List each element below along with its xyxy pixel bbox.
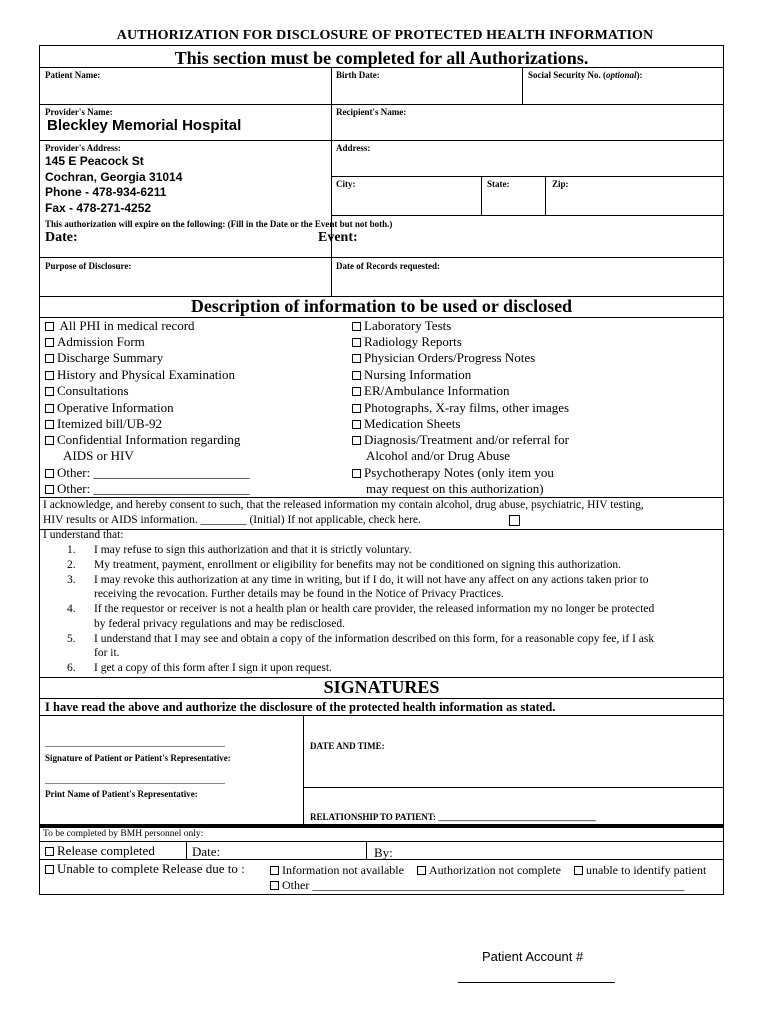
address-label: Address:	[336, 143, 371, 153]
state-label: State:	[487, 179, 510, 189]
date-time-label: DATE AND TIME:	[310, 741, 385, 751]
checkbox-unable-to-complete[interactable]: Unable to complete Release due to :	[45, 861, 245, 877]
understand-intro: I understand that:	[43, 529, 124, 541]
patient-account-line[interactable]	[458, 982, 615, 983]
checkbox-info-not-available[interactable]: Information not available	[270, 862, 404, 878]
acknowledge-line-2: HIV results or AIDS information. ________ (Initial) If not applicable, check here.	[43, 514, 421, 526]
purpose-label: Purpose of Disclosure:	[45, 261, 132, 271]
provider-address-label: Provider's Address:	[45, 143, 121, 153]
signature-line[interactable]: ________________________________________	[45, 738, 225, 748]
section2-heading: Description of information to be used or disclosed	[190, 296, 573, 316]
provider-address-value: 145 E Peacock St Cochran, Georgia 31014 Phone - 478-934-6211 Fax - 478-271-4252	[45, 154, 183, 215]
list-item: If the requestor or receiver is not a health plan or health care provider, the released information my no longer be protected	[94, 603, 655, 615]
checkbox-consultations[interactable]: Consultations	[45, 383, 129, 399]
bmh-note: To be completed by BMH personnel only:	[43, 829, 204, 839]
birth-date-label: Birth Date:	[336, 70, 380, 80]
checkbox-other-reason[interactable]: Other ______________________________________________________________	[270, 877, 684, 893]
psychotherapy-continuation: may request on this authorization)	[366, 481, 544, 496]
ssn-label: Social Security No. (optional):	[528, 70, 643, 80]
list-item-number: 4.	[67, 603, 76, 615]
checkbox-diagnosis-treatment[interactable]: Diagnosis/Treatment and/or referral for	[352, 432, 569, 448]
checkbox-psychotherapy-notes[interactable]: Psychotherapy Notes (only item you	[352, 465, 554, 481]
list-item-number: 6.	[67, 662, 76, 674]
bmh-by-label: By:	[374, 845, 393, 860]
confidential-info-continuation: AIDS or HIV	[63, 448, 134, 463]
list-item: I may refuse to sign this authorization and that it is strictly voluntary.	[94, 544, 412, 556]
checkbox-nursing-information[interactable]: Nursing Information	[352, 367, 471, 383]
patient-account-label: Patient Account #	[482, 949, 584, 964]
checkbox-confidential-info[interactable]: Confidential Information regarding	[45, 432, 240, 448]
list-item-number: 3.	[67, 574, 76, 586]
bmh-date-label: Date:	[192, 844, 221, 859]
checkbox-laboratory-tests[interactable]: Laboratory Tests	[352, 318, 451, 334]
provider-name-value: Bleckley Memorial Hospital	[47, 117, 242, 134]
checkbox-history-physical[interactable]: History and Physical Examination	[45, 367, 235, 383]
not-applicable-checkbox[interactable]	[509, 515, 520, 526]
city-label: City:	[336, 179, 356, 189]
checkbox-medication-sheets[interactable]: Medication Sheets	[352, 416, 460, 432]
list-item: My treatment, payment, enrollment or eligibility for benefits may not be conditioned on signing this authorization.	[94, 559, 621, 571]
list-item-number: 1.	[67, 544, 76, 556]
checkbox-discharge-summary[interactable]: Discharge Summary	[45, 350, 163, 366]
list-item-continuation: by federal privacy regulations and may be redisclosed.	[94, 618, 345, 630]
diagnosis-continuation: Alcohol and/or Drug Abuse	[366, 448, 511, 463]
print-name-line[interactable]: ________________________________________	[45, 775, 225, 785]
checkbox-photographs[interactable]: Photographs, X-ray films, other images	[352, 400, 569, 416]
checkbox-other-1[interactable]: Other: ________________________	[45, 465, 249, 481]
patient-name-label: Patient Name:	[45, 70, 101, 80]
checkbox-er-ambulance[interactable]: ER/Ambulance Information	[352, 383, 510, 399]
checkbox-release-completed[interactable]: Release completed	[45, 843, 155, 859]
list-item-continuation: for it.	[94, 647, 120, 659]
checkbox-itemized-bill[interactable]: Itemized bill/UB-92	[45, 416, 162, 432]
relationship-label: RELATIONSHIP TO PATIENT: ___________________________________	[310, 812, 596, 822]
list-item-number: 2.	[67, 559, 76, 571]
checkbox-radiology-reports[interactable]: Radiology Reports	[352, 334, 462, 350]
records-date-label: Date of Records requested:	[336, 261, 441, 271]
checkbox-other-2[interactable]: Other: ________________________	[45, 481, 249, 497]
list-item: I get a copy of this form after I sign it upon request.	[94, 662, 332, 674]
form-title: AUTHORIZATION FOR DISCLOSURE OF PROTECTED HEALTH INFORMATION	[116, 28, 654, 43]
provider-name-label: Provider's Name:	[45, 107, 113, 117]
list-item: I may revoke this authorization at any time in writing, but if I do, it will not have any affect on any actions taken prior to	[94, 574, 649, 586]
print-name-label: Print Name of Patient's Representative:	[45, 789, 198, 799]
list-item-continuation: receiving the revocation. Further details may be found in the Notice of Privacy Practices.	[94, 588, 504, 600]
expire-note: This authorization will expire on the following: (Fill in the Date or the Event but not both.)	[45, 219, 393, 229]
checkbox-physician-orders[interactable]: Physician Orders/Progress Notes	[352, 350, 535, 366]
date-label: Date:	[45, 230, 78, 245]
section1-heading: This section must be completed for all Authorizations.	[174, 48, 589, 68]
checkbox-operative-information[interactable]: Operative Information	[45, 400, 174, 416]
list-item-number: 5.	[67, 633, 76, 645]
list-item: I understand that I may see and obtain a copy of the information described on this form, for a reasonable copy fee, if I ask	[94, 633, 655, 645]
recipient-name-label: Recipient's Name:	[336, 107, 407, 117]
checkbox-admission-form[interactable]: Admission Form	[45, 334, 145, 350]
zip-label: Zip:	[552, 179, 569, 189]
acknowledge-line-1: I acknowledge, and hereby consent to such, that the released information my contain alcohol, drug abuse, psychiatric, HIV testing,	[43, 499, 644, 511]
checkbox-unable-identify-patient[interactable]: unable to identify patient	[574, 862, 706, 878]
checkbox-authorization-incomplete[interactable]: Authorization not complete	[417, 862, 561, 878]
checkbox-all-phi[interactable]: All PHI in medical record	[45, 318, 195, 334]
signature-label: Signature of Patient or Patient's Representative:	[45, 753, 231, 763]
event-label: Event:	[318, 230, 358, 245]
signatures-statement: I have read the above and authorize the disclosure of the protected health information as stated.	[45, 700, 556, 714]
signatures-heading: SIGNATURES	[323, 677, 440, 697]
